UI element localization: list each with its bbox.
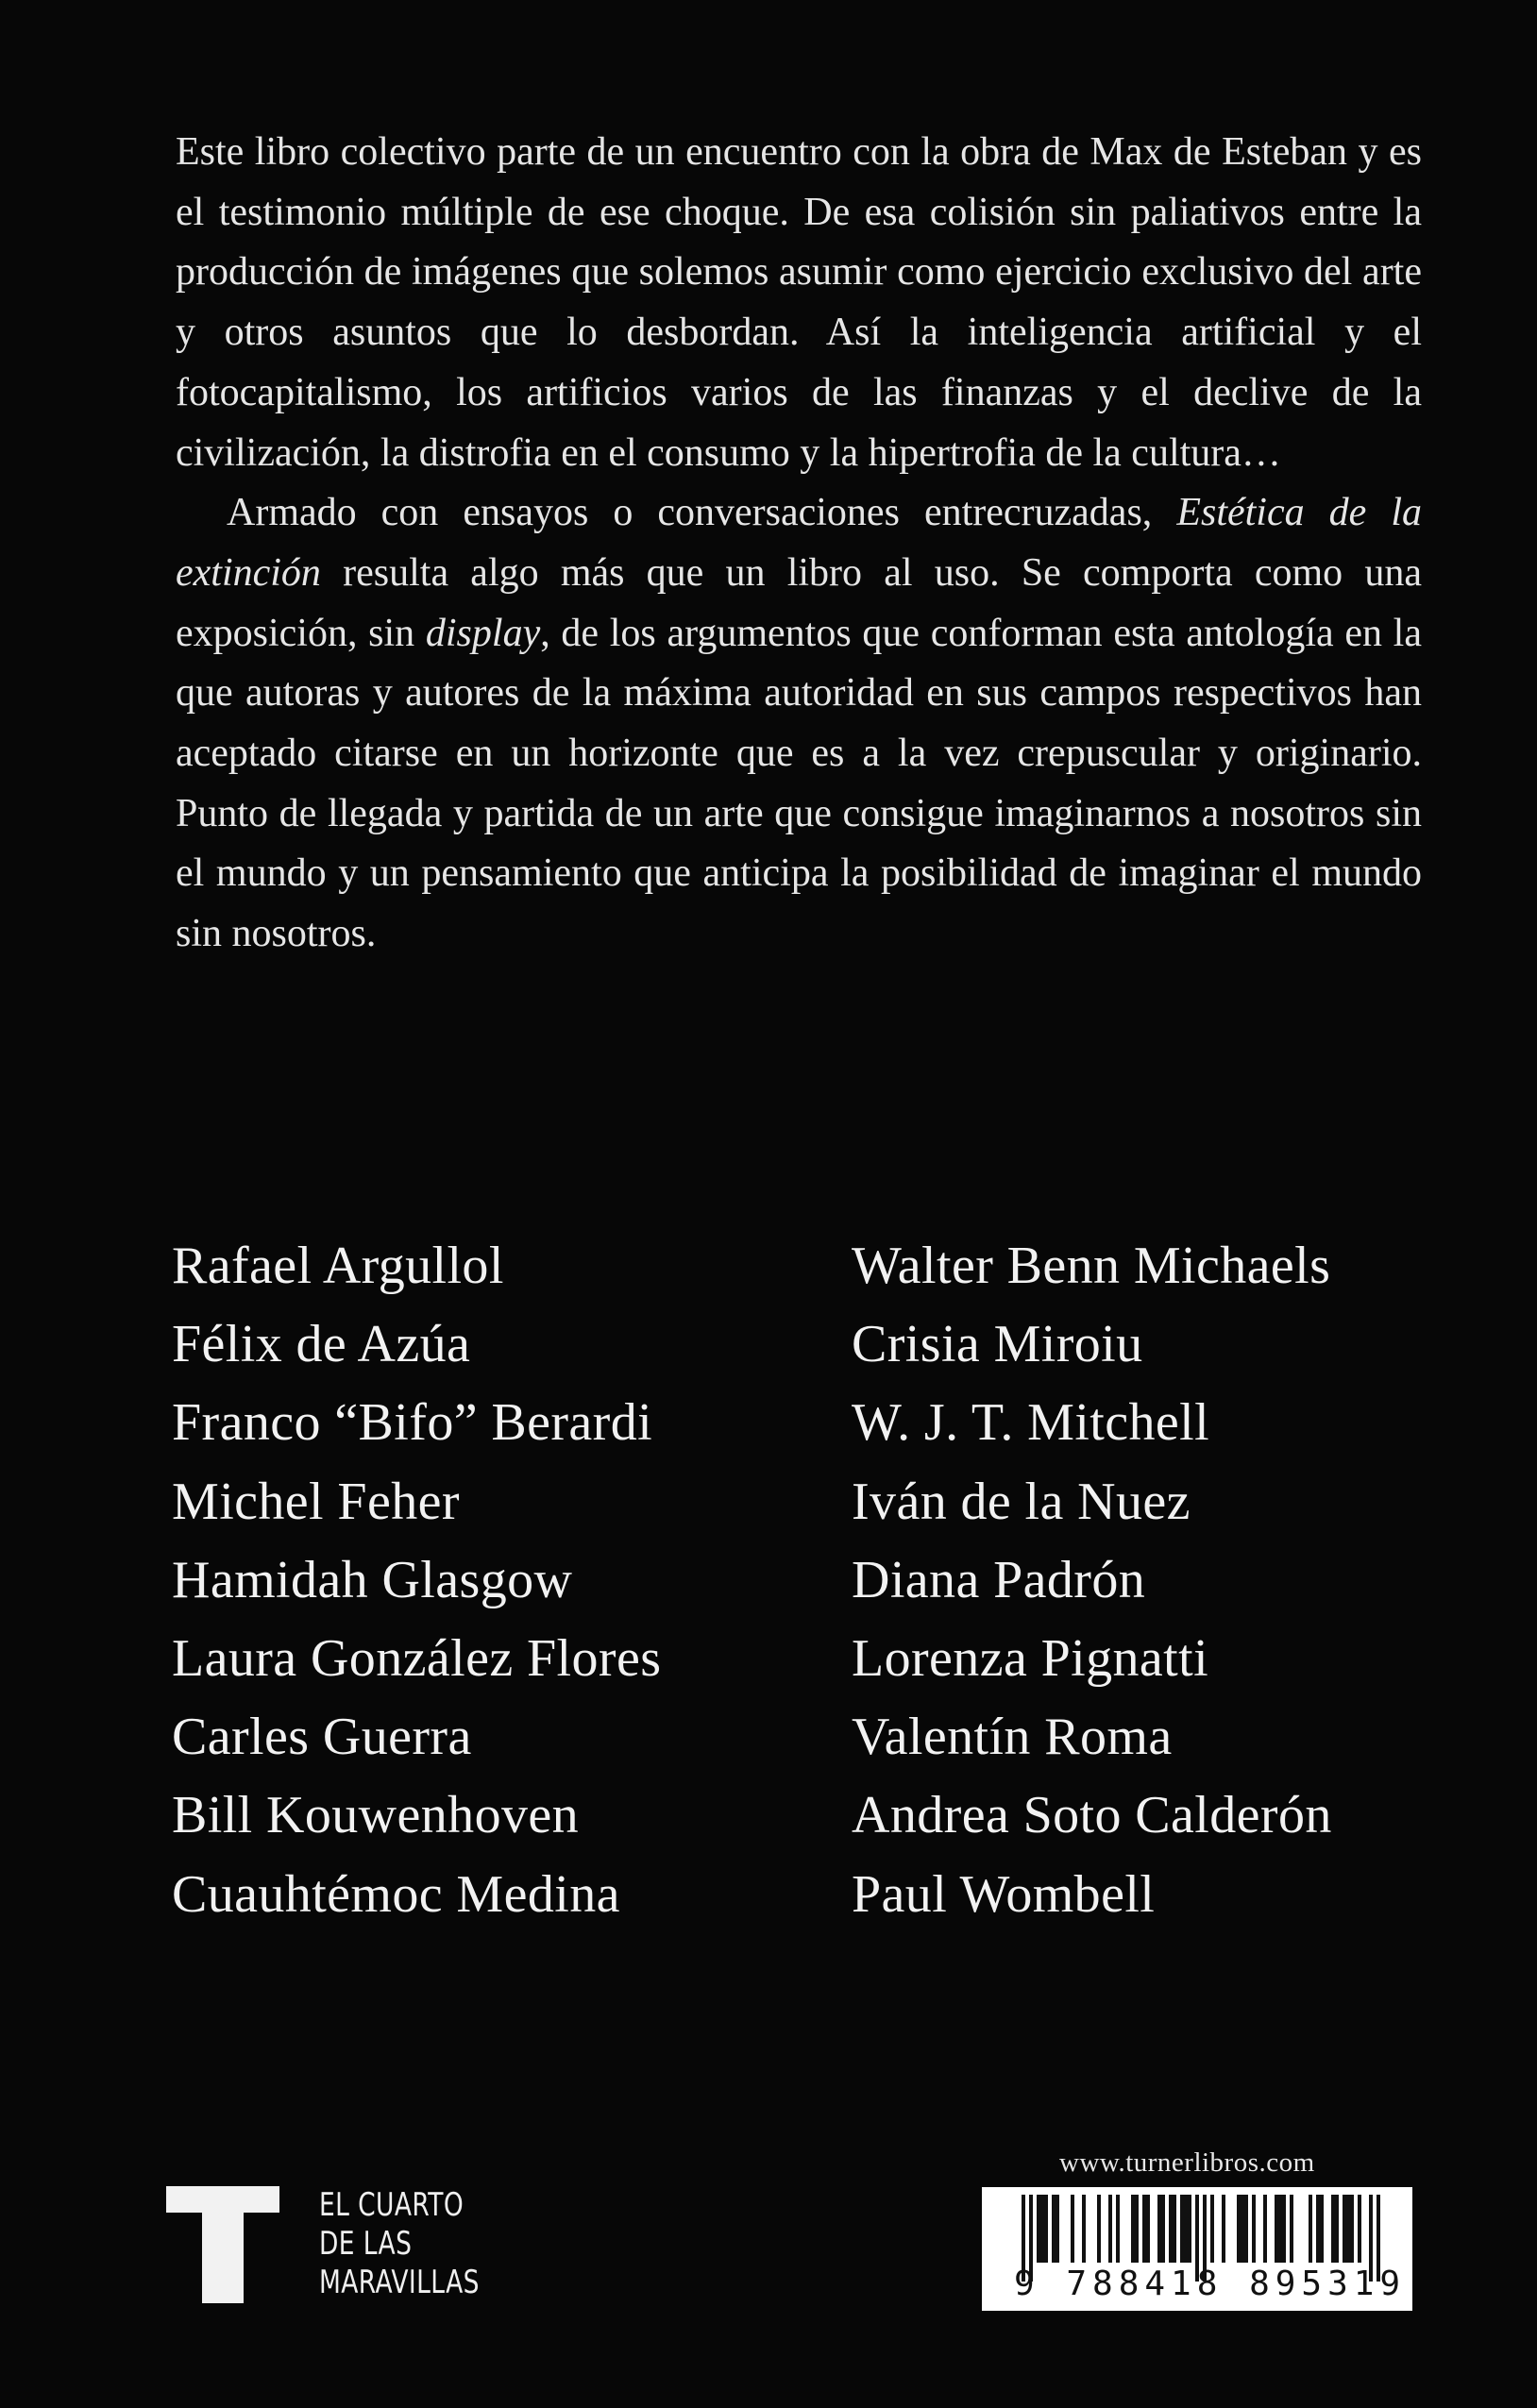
barcode-bar (1252, 2195, 1256, 2263)
author-name: Walter Benn Michaels (852, 1237, 1331, 1295)
barcode-bar (1052, 2195, 1056, 2263)
barcode-bar (1188, 2195, 1191, 2263)
barcode-bar (1131, 2195, 1135, 2263)
author-name: Bill Kouwenhoven (172, 1786, 580, 1845)
barcode-bar (1157, 2195, 1161, 2263)
author-name: Andrea Soto Calderón (852, 1786, 1332, 1845)
collection-line: DE LAS (319, 2225, 413, 2263)
barcode-bar (1071, 2195, 1074, 2263)
author-name: Iván de la Nuez (852, 1472, 1191, 1531)
barcode-bar (1210, 2195, 1214, 2263)
barcode-bar (1142, 2195, 1146, 2263)
author-name: Valentín Roma (852, 1708, 1173, 1767)
author-name: Michel Feher (172, 1472, 460, 1531)
authors-left-column (172, 1227, 661, 1934)
collection-name (319, 2186, 480, 2302)
turner-t-logo-icon (166, 2186, 279, 2303)
barcode-bar (1358, 2195, 1361, 2263)
author-name: Franco “Bifo” Berardi (172, 1393, 653, 1453)
barcode-bar (1056, 2195, 1059, 2263)
barcode-bar (1350, 2195, 1354, 2263)
barcode-bar (1173, 2195, 1176, 2263)
barcode-bar (1097, 2195, 1101, 2263)
barcode-bar (1331, 2195, 1335, 2263)
author-name: Hamidah Glasgow (172, 1550, 573, 1609)
barcode-bar (1044, 2195, 1048, 2263)
barcode-bar (1244, 2195, 1248, 2263)
barcode-bar (1343, 2195, 1346, 2263)
barcode-bar (1082, 2195, 1086, 2263)
isbn-number: 9 788418 895319 (1014, 2265, 1407, 2303)
barcode-bar (1180, 2195, 1184, 2263)
barcode-bar (1237, 2195, 1241, 2263)
book-title: Estética de la extinción (176, 491, 1422, 595)
barcode-bar (1275, 2195, 1278, 2263)
barcode-bar (1309, 2195, 1312, 2263)
blurb-paragraph-1: Este libro colectivo parte de un encuentro con la obra de Max de Esteban y es el testimonio múltiple de ese choque. De esa colisión sin paliativos entre la producción de imágenes que solemos asumir como ejercicio exclusivo del arte y otros asuntos que lo desbordan. Así la inteligencia artificial y el fotocapitalismo, los artificios varios de las finanzas y el declive de la civilización, la distrofia en el consumo y la hipertrofia de la cultura… (176, 130, 1422, 475)
author-name: Diana Padrón (852, 1550, 1146, 1609)
author-name: Félix de Azúa (172, 1315, 471, 1374)
blurb-p2-mid: resulta algo más que un libro al uso. Se comporta como una exposición, sin (176, 550, 1422, 655)
barcode-bar (1116, 2195, 1120, 2263)
barcode-bar (1146, 2195, 1150, 2263)
barcode-bar (1184, 2195, 1188, 2263)
barcode-bar (1037, 2195, 1040, 2263)
barcode-bar (1316, 2195, 1320, 2263)
barcode-bar (1263, 2195, 1267, 2263)
barcode-bar (1290, 2195, 1293, 2263)
blurb-text (176, 123, 1422, 965)
barcode-bar (1241, 2195, 1244, 2263)
barcode-bar (1135, 2195, 1139, 2263)
blurb-paragraph-2 (176, 483, 1422, 965)
barcode-bar (1335, 2195, 1339, 2263)
author-name: Carles Guerra (172, 1708, 472, 1767)
author-name: W. J. T. Mitchell (852, 1393, 1210, 1453)
barcode-bar (1346, 2195, 1350, 2263)
author-name: Rafael Argullol (172, 1237, 504, 1295)
collection-line: MARAVILLAS (319, 2264, 480, 2301)
author-name: Crisia Miroiu (852, 1315, 1143, 1374)
isbn-barcode (982, 2187, 1412, 2311)
author-name: Lorenza Pignatti (852, 1629, 1209, 1689)
author-name: Paul Wombell (852, 1864, 1156, 1924)
author-name: Laura González Flores (172, 1629, 662, 1689)
blurb-p2-rest: , de los argumentos que conforman esta antología en la que autoras y autores de la máxima autoridad en sus campos respectivos han aceptado citarse en un horizonte que es a la vez crepuscular y originario. Punto de llegada y partida de un arte que consigue imaginarnos a nosotros sin el mundo y un pensamiento que anticipa la posibilidad de imaginar el mundo sin nosotros. (176, 611, 1422, 956)
barcode-bar (1222, 2195, 1225, 2263)
barcode-bar (1169, 2195, 1173, 2263)
blurb-p2-intro: Armado con ensayos o conversaciones entrecruzadas, (227, 491, 1177, 535)
authors-right-column (852, 1227, 1332, 1934)
barcode-bar (1282, 2195, 1286, 2263)
barcode-bar (1108, 2195, 1112, 2263)
author-name: Cuauhtémoc Medina (172, 1864, 620, 1924)
publisher-url: www.turnerlibros.com (1059, 2147, 1315, 2178)
barcode-bar (1161, 2195, 1165, 2263)
barcode-bar (1278, 2195, 1282, 2263)
collection-line: EL CUARTO (319, 2186, 464, 2224)
barcode-bar (1320, 2195, 1324, 2263)
barcode-bar (1040, 2195, 1044, 2263)
display-word: display (425, 611, 541, 655)
